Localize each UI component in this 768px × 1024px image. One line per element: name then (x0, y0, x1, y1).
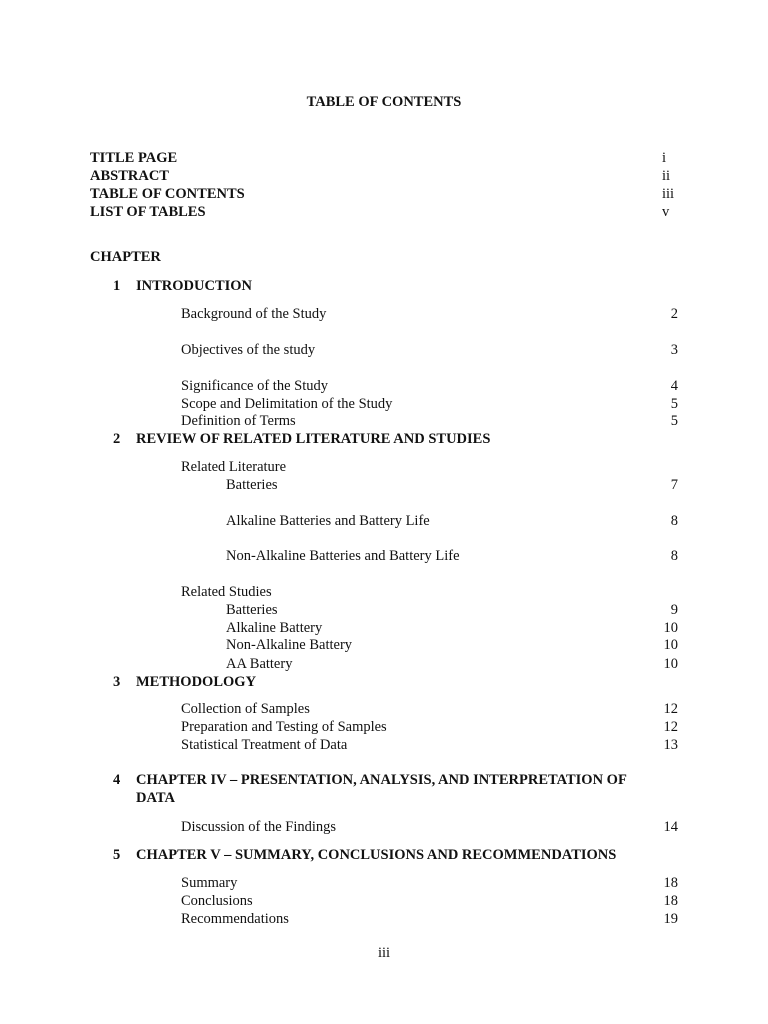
chapter-number: 2 (113, 431, 121, 447)
toc-page: 14 (663, 819, 678, 835)
toc-subheading: Related Studies (181, 584, 272, 600)
toc-entry: Batteries (226, 602, 278, 618)
toc-entry: Significance of the Study (181, 378, 328, 394)
toc-entry: Collection of Samples (181, 701, 310, 717)
chapter-number: 3 (113, 674, 121, 690)
chapter-title: CHAPTER V – SUMMARY, CONCLUSIONS AND RECOMMENDATIONS (136, 847, 617, 863)
toc-page: 10 (663, 620, 678, 636)
chapter-title: CHAPTER IV – PRESENTATION, ANALYSIS, AND INTERPRETATION OF (136, 772, 627, 788)
chapter-title: REVIEW OF RELATED LITERATURE AND STUDIES (136, 431, 491, 447)
toc-page-list-of-tables: v (662, 204, 670, 220)
toc-page: 8 (670, 513, 678, 529)
toc-page: 12 (663, 719, 678, 735)
toc-entry-abstract: ABSTRACT (90, 168, 169, 184)
toc-entry: Definition of Terms (181, 413, 296, 429)
chapter-number: 4 (113, 772, 121, 788)
toc-entry: Summary (181, 875, 238, 891)
toc-page: 7 (670, 477, 678, 493)
toc-page: 8 (670, 548, 678, 564)
toc-subheading: Related Literature (181, 459, 287, 475)
toc-entry-title-page: TITLE PAGE (90, 150, 178, 166)
chapter-number: 1 (113, 278, 121, 294)
toc-entry: Alkaline Battery (226, 620, 323, 636)
toc-page: 10 (663, 656, 678, 672)
toc-page-title-page: i (662, 150, 667, 166)
toc-page: 12 (663, 701, 678, 717)
chapter-title: METHODOLOGY (136, 674, 257, 690)
toc-entry: Objectives of the study (181, 342, 316, 358)
toc-entry: Alkaline Batteries and Battery Life (226, 513, 430, 529)
toc-page: 18 (663, 875, 678, 891)
toc-page: 10 (663, 637, 678, 653)
toc-entry-list-of-tables: LIST OF TABLES (90, 204, 206, 220)
chapter-heading: CHAPTER (90, 249, 161, 265)
toc-entry: Non-Alkaline Battery (226, 637, 353, 653)
toc-entry: Background of the Study (181, 306, 327, 322)
footer-page-number: iii (377, 945, 391, 961)
toc-entry: Conclusions (181, 893, 253, 909)
toc-page-table-of-contents: iii (662, 186, 675, 202)
chapter-number: 5 (113, 847, 121, 863)
toc-entry-table-of-contents: TABLE OF CONTENTS (90, 186, 245, 202)
toc-page: 9 (670, 602, 678, 618)
toc-page: 2 (670, 306, 678, 322)
chapter-title: INTRODUCTION (136, 278, 253, 294)
toc-page: 19 (663, 911, 678, 927)
toc-entry: Non-Alkaline Batteries and Battery Life (226, 548, 460, 564)
toc-entry: Batteries (226, 477, 278, 493)
toc-entry: Scope and Delimitation of the Study (181, 396, 393, 412)
toc-entry: Discussion of the Findings (181, 819, 337, 835)
toc-page: 18 (663, 893, 678, 909)
toc-page: 5 (670, 413, 678, 429)
toc-page: 13 (663, 737, 678, 753)
toc-entry: Statistical Treatment of Data (181, 737, 348, 753)
toc-entry: AA Battery (226, 656, 293, 672)
chapter-title-continued: DATA (136, 790, 175, 806)
toc-page: 5 (670, 396, 678, 412)
toc-page: 4 (670, 378, 678, 394)
toc-page: 3 (670, 342, 678, 358)
toc-entry: Recommendations (181, 911, 289, 927)
page-title: TABLE OF CONTENTS (306, 94, 462, 110)
toc-page-abstract: ii (662, 168, 671, 184)
toc-entry: Preparation and Testing of Samples (181, 719, 387, 735)
